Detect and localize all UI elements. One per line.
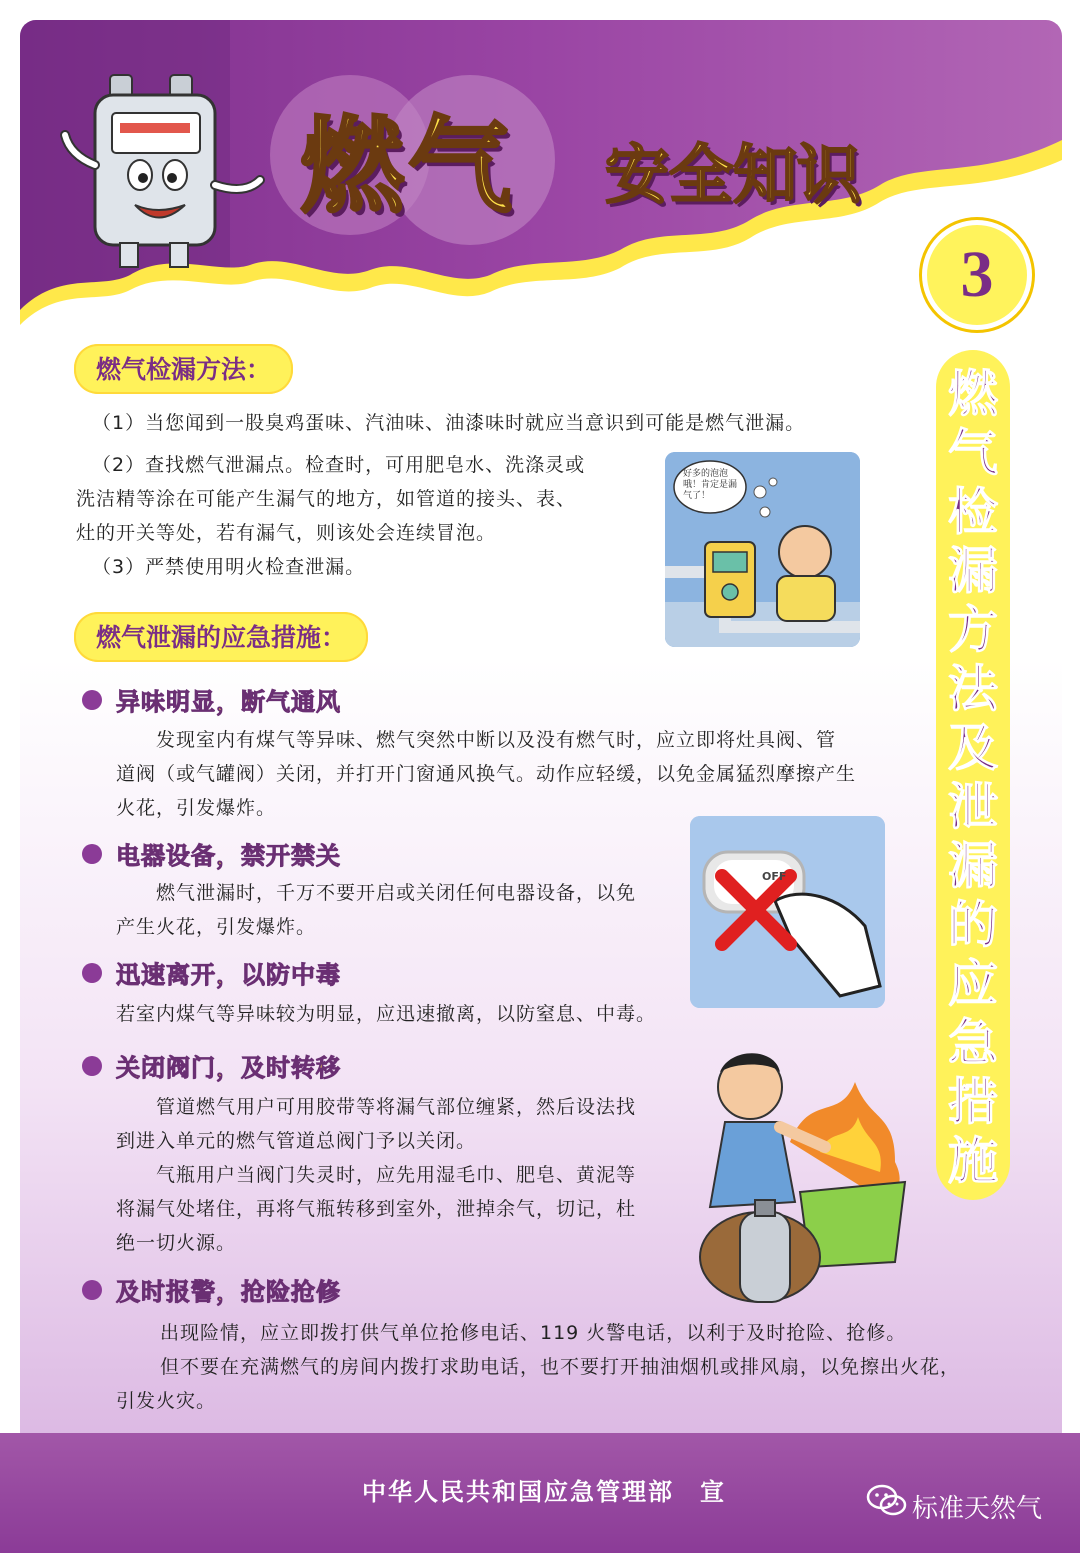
measure-1-line-3: 火花，引发爆炸。: [116, 797, 277, 819]
gas-cylinder-man-illustration: [680, 1032, 930, 1312]
measure-4-line-1: 管道燃气用户可用胶带等将漏气部位缠紧，然后设法找: [156, 1096, 637, 1118]
banner-char: 燃: [948, 364, 998, 423]
measure-3-line-1: 若室内煤气等异味较为明显，应迅速撤离，以防窒息、中毒。: [116, 1003, 657, 1025]
sub-title: 安全知识: [605, 138, 861, 213]
bullet-dot: [82, 1280, 102, 1300]
wechat-icon: [866, 1483, 908, 1519]
measure-4-line-2: 到进入单元的燃气管道总阀门予以关闭。: [116, 1130, 477, 1152]
banner-char: 气: [948, 423, 998, 482]
banner-char: 漏: [948, 541, 998, 600]
detection-paragraph-2b: 洗洁精等涂在可能产生漏气的地方，如管道的接头、表、: [76, 488, 577, 510]
bullet-dot: [82, 1056, 102, 1076]
number-badge: 3: [922, 220, 1032, 330]
measure-2-line-1: 燃气泄漏时，千万不要开启或关闭任何电器设备，以免: [156, 882, 637, 904]
detection-paragraph-2c: 灶的开关等处，若有漏气，则该处会连续冒泡。: [76, 522, 497, 544]
measure-5-line-1: 出现险情，应立即拨打供气单位抢修电话、119 火警电话，以利于及时抢险、抢修。: [160, 1322, 907, 1344]
bullet-dot: [82, 690, 102, 710]
measure-4-line-5: 绝一切火源。: [116, 1232, 237, 1254]
banner-char: 措: [948, 1072, 998, 1131]
bullet-dot: [82, 844, 102, 864]
banner-char: 及: [948, 718, 998, 777]
measure-2-line-2: 产生火花，引发爆炸。: [116, 916, 317, 938]
measure-title-2: 电器设备，禁开禁关: [116, 842, 341, 870]
measure-1-line-1: 发现室内有煤气等异味、燃气突然中断以及没有燃气时，应立即将灶具阀、管: [156, 729, 837, 751]
banner-char: 的: [948, 895, 998, 954]
wechat-account-name: 标准天然气: [912, 1494, 1043, 1524]
measure-5-line-3: 引发火灾。: [116, 1390, 217, 1412]
banner-char: 急: [948, 1013, 998, 1072]
section-title-emergency: 燃气泄漏的应急措施：: [74, 612, 368, 662]
banner-char: 施: [948, 1131, 998, 1190]
bullet-dot: [82, 963, 102, 983]
measure-title-3: 迅速离开，以防中毒: [116, 961, 341, 989]
detection-paragraph-2a: （2）查找燃气泄漏点。检查时，可用肥皂水、洗涤灵或: [92, 454, 586, 476]
banner-char: 方: [948, 600, 998, 659]
measure-4-line-4: 将漏气处堵住，再将气瓶转移到室外，泄掉余气，切记，杜: [116, 1198, 637, 1220]
detection-paragraph-1: （1）当您闻到一股臭鸡蛋味、汽油味、油漆味时就应当意识到可能是燃气泄漏。: [92, 412, 806, 434]
measure-1-line-2: 道阀（或气罐阀）关闭，并打开门窗通风换气。动作应轻缓，以免金属猛烈摩擦产生: [116, 763, 857, 785]
poster: [20, 20, 1062, 1440]
banner-char: 泄: [948, 777, 998, 836]
vertical-banner: [936, 350, 1010, 1200]
measure-5-line-2: 但不要在充满燃气的房间内拨打求助电话，也不要打开抽油烟机或排风扇，以免擦出火花，: [160, 1356, 961, 1378]
measure-title-5: 及时报警，抢险抢修: [116, 1278, 341, 1306]
main-title: 燃气: [300, 104, 517, 227]
section-title-leak-detection: 燃气检漏方法：: [74, 344, 293, 394]
soap-bubble-illustration: [665, 452, 860, 647]
measure-title-4: 关闭阀门，及时转移: [116, 1054, 341, 1082]
switch-illustration: [690, 816, 885, 1008]
banner-char: 应: [948, 954, 998, 1013]
publisher-text: 中华人民共和国应急管理部 宣: [362, 1478, 726, 1506]
speech-bubble-text: 好多的泡泡哦！肯定是漏气了！: [683, 469, 738, 501]
banner-char: 检: [948, 482, 998, 541]
measure-title-1: 异味明显，断气通风: [116, 688, 341, 716]
gas-meter-mascot-icon: [50, 65, 280, 275]
detection-paragraph-3: （3）严禁使用明火检查泄漏。: [92, 556, 366, 578]
banner-char: 漏: [948, 836, 998, 895]
measure-4-line-3: 气瓶用户当阀门失灵时，应先用湿毛巾、肥皂、黄泥等: [156, 1164, 637, 1186]
no-switch-icon: [690, 816, 885, 1008]
banner-char: 法: [948, 659, 998, 718]
switch-off-label: OFF: [762, 870, 787, 883]
